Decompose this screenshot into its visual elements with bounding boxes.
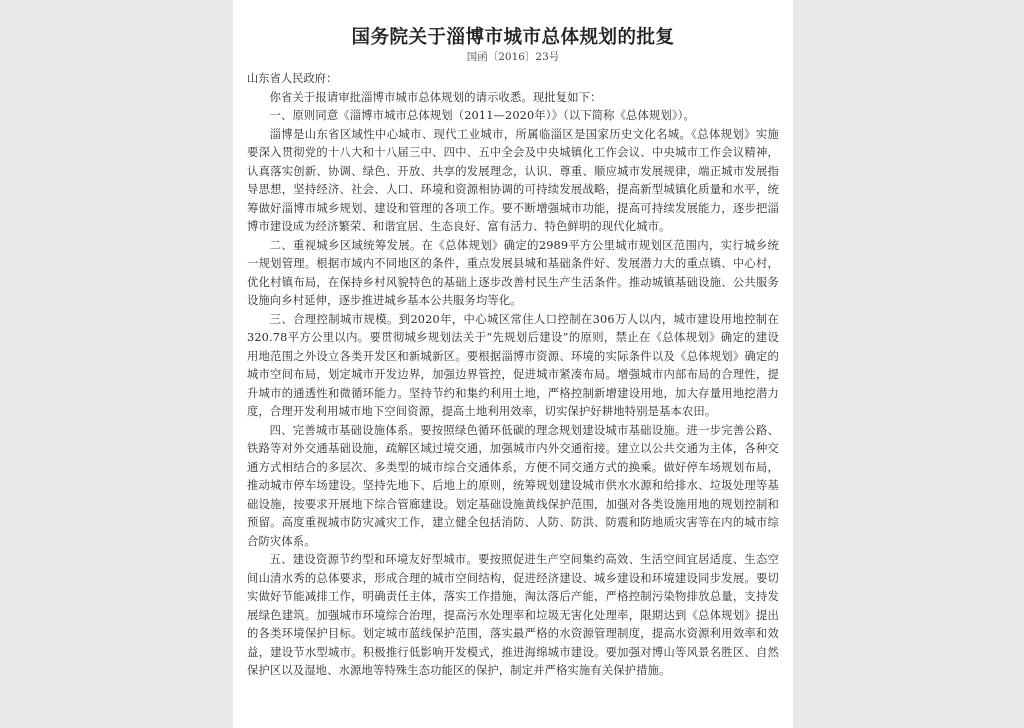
paragraph-intro: 你省关于报请审批淄博市城市总体规划的请示收悉。现批复如下： — [269, 90, 602, 104]
paragraph-4: 四、完善城市基础设施体系。要按照绿色循环低碳的理念规划建设城市基础设施。进一步完善公路、铁路等对外交通基础设施，疏解区域过境交通，加强城市内外交通衔接。建立以公共交通为主体，各种交通方式相结合的多层次、多类型的城市综合交通体系，方便不同交通方式的换乘。做好停车场规划布局，推动城市停车场建设。坚持先地下、后地上的原则，统筹规划建设城市供水水源和给排水、垃圾处理等基础设施，按要求开展地下综合管廊建设。划定基础设施黄线保护范围，加强对各类设施用地的规划控制和预留。高度重视城市防灾减灾工作，建立健全包括消防、人防、防洪、防震和防地质灾害等在内的城市综合防灾体系。 — [247, 423, 779, 548]
paragraph-2: 二、重视城乡区域统筹发展。在《总体规划》确定的2989平方公里城市规划区范围内，实行城乡统一规划管理。根据市域内不同地区的条件，重点发展县城和基础条件好、发展潜力大的重点镇、中心村，优化村镇布局，在保持乡村风貌特色的基础上逐步改善村民生产生活条件。推动城镇基础设施、公共服务设施向乡村延伸，逐步推进城乡基本公共服务均等化。 — [247, 238, 779, 307]
paragraph-1: 一、原则同意《淄博市城市总体规划（2011—2020年）》（以下简称《总体规划》）。 — [269, 109, 695, 122]
paragraph-5: 五、建设资源节约型和环境友好型城市。要按照促进生产空间集约高效、生活空间宜居适度、生态空间山清水秀的总体要求，形成合理的城市空间结构，促进经济建设、城乡建设和环境建设同步发展。要切实做好节能减排工作，明确责任主体，落实工作措施，淘汰落后产能，严格控制污染物排放总量，支持发展绿色建筑。加强城市环境综合治理，提高污水处理率和垃圾无害化处理率，限期达到《总体规划》提出的各类环境保护目标。划定城市蓝线保护范围，落实最严格的水资源管理制度，提高水资源利用效率和效益，建设节水型城市。积极推行低影响开发模式，推进海绵城市建设。要加强对博山等风景名胜区、自然保护区以及湿地、水源地等特殊生态功能区的保护，制定并严格实施有关保护措施。 — [247, 553, 779, 677]
document-number: 国函〔2016〕23号 — [466, 51, 560, 63]
document-page — [233, 0, 793, 728]
salutation: 山东省人民政府： — [247, 72, 338, 85]
paragraph-3: 三、合理控制城市规模。到2020年，中心城区常住人口控制在306万人以内，城市建设用地控制在320.78平方公里以内。要贯彻城乡规划法关于“先规划后建设”的原则，禁止在《总体规划》确定的建设用地范围之外设立各类开发区和新城新区。要根据淄博市资源、环境的实际条件以及《总体规划》确定的城市空间布局，划定城市开发边界，加强边界管控，促进城市紧凑布局。增强城市内部布局的合理性，提升城市的通透性和微循环能力。坚持节约和集约利用土地，严格控制新增建设用地，加大存量用地挖潜力度，合理开发利用城市地下空间资源，提高土地利用效率，切实保护好耕地特别是基本农田。 — [247, 312, 779, 418]
paragraph-1-detail: 淄博是山东省区域性中心城市、现代工业城市，所属临淄区是国家历史文化名城。《总体规划》实施要深入贯彻党的十八大和十八届三中、四中、五中全会及中央城镇化工作会议、中央城市工作会议精神，认真落实创新、协调、绿色、开放、共享的发展理念，认识、尊重、顺应城市发展规律，端正城市发展指导思想，坚持经济、社会、人口、环境和资源相协调的可持续发展战略，提高新型城镇化质量和水平，统筹做好淄博市城乡规划、建设和管理的各项工作。要不断增强城市功能，提高可持续发展能力，逐步把淄博市建设成为经济繁荣、和谐宜居、生态良好、富有活力、特色鲜明的现代化城市。 — [247, 127, 779, 233]
document-title: 国务院关于淄博市城市总体规划的批复 — [351, 27, 675, 48]
